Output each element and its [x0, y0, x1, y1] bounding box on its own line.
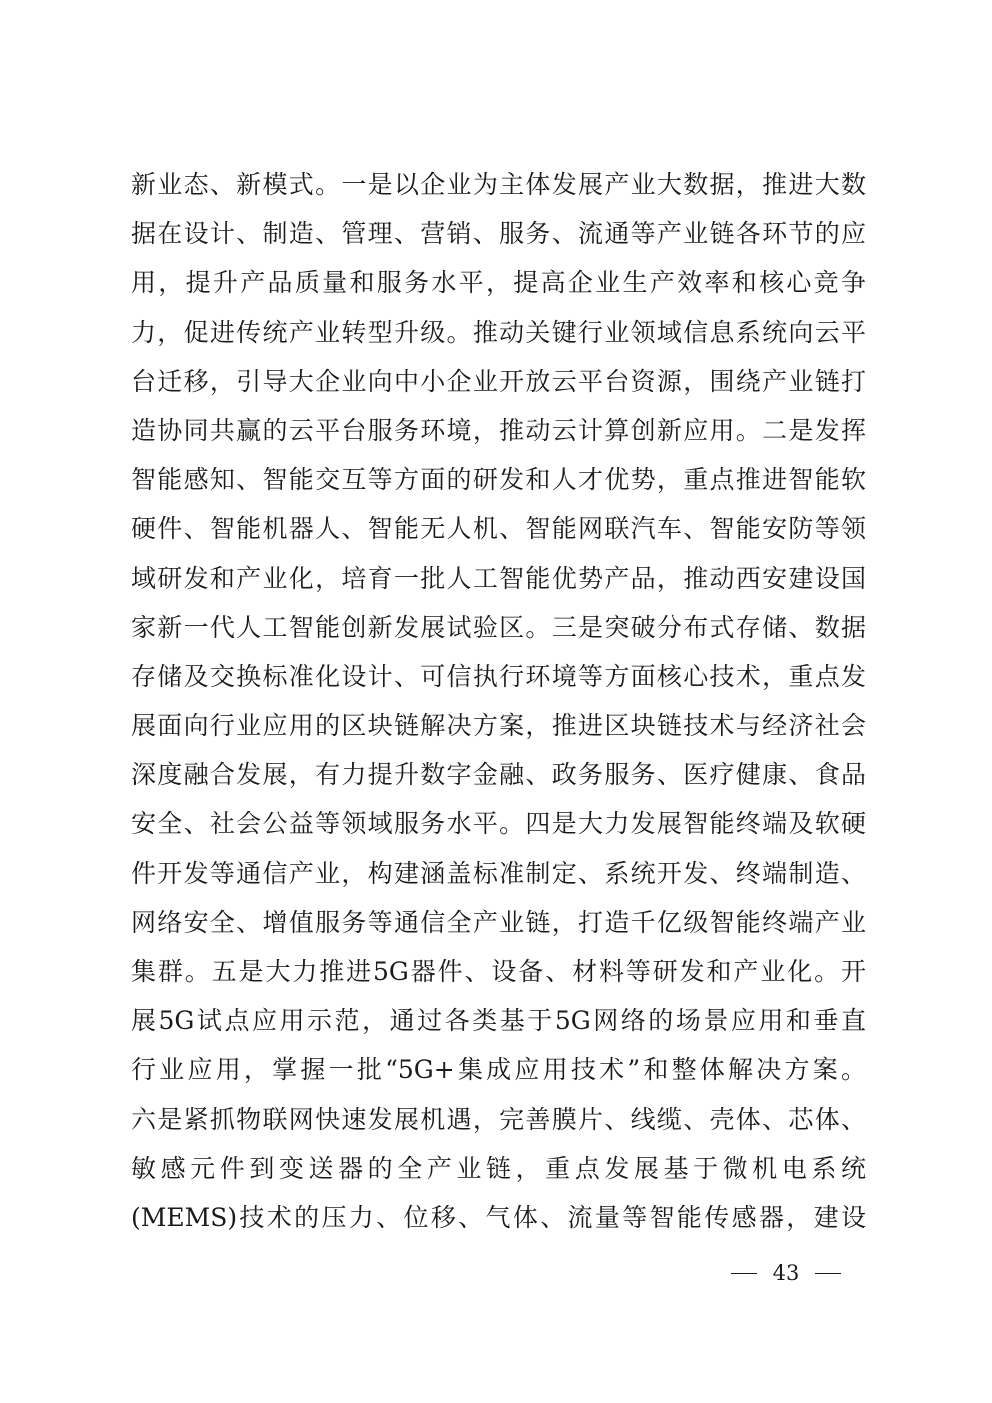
text-line: 展面向行业应用的区块链解决方案，推进区块链技术与经济社会 [131, 711, 866, 741]
body-text [131, 160, 866, 1242]
text-line: 用，提升产品质量和服务水平，提高企业生产效率和核心竞争 [131, 268, 866, 298]
text-line: 硬件、智能机器人、智能无人机、智能网联汽车、智能安防等领 [131, 514, 866, 544]
text-line: 深度融合发展，有力提升数字金融、政务服务、医疗健康、食品 [131, 760, 866, 790]
text-line: 安全、社会公益等领域服务水平。四是大力发展智能终端及软硬 [131, 809, 866, 839]
text-line: 敏感元件到变送器的全产业链，重点发展基于微机电系统 [131, 1153, 866, 1183]
text-line: 存储及交换标准化设计、可信执行环境等方面核心技术，重点发 [131, 661, 866, 691]
text-line: 集群。五是大力推进5G器件、设备、材料等研发和产业化。开 [131, 957, 866, 986]
text-line: 力，促进传统产业转型升级。推动关键行业领域信息系统向云平 [131, 317, 866, 347]
text-line: 智能感知、智能交互等方面的研发和人才优势，重点推进智能软 [131, 465, 866, 495]
text-line: 展5G试点应用示范，通过各类基于5G网络的场景应用和垂直 [131, 1006, 866, 1036]
text-line: 新业态、新模式。一是以企业为主体发展产业大数据，推进大数 [131, 170, 866, 199]
text-line: 网络安全、增值服务等通信全产业链，打造千亿级智能终端产业 [131, 907, 866, 937]
text-line: 台迁移，引导大企业向中小企业开放云平台资源，围绕产业链打 [131, 366, 866, 396]
text-line: 造协同共赢的云平台服务环境，推动云计算创新应用。二是发挥 [131, 415, 866, 445]
text-line: 域研发和产业化，培育一批人工智能优势产品，推动西安建设国 [131, 563, 866, 593]
text-line: (MEMS)技术的压力、位移、气体、流量等智能传感器，建设 [131, 1202, 866, 1232]
page-number-value: 43 [772, 1261, 800, 1285]
page-number [731, 1258, 841, 1288]
text-line: 六是紧抓物联网快速发展机遇，完善膜片、线缆、壳体、芯体、 [131, 1104, 866, 1134]
text-line: 件开发等通信产业，构建涵盖标准制定、系统开发、终端制造、 [131, 858, 866, 888]
text-line: 据在设计、制造、管理、营销、服务、流通等产业链各环节的应 [131, 219, 866, 249]
text-line: 家新一代人工智能创新发展试验区。三是突破分布式存储、数据 [131, 612, 866, 642]
page-number-dash-left [731, 1273, 757, 1274]
page-number-dash-right [815, 1273, 841, 1274]
text-line: 行业应用，掌握一批“5G+集成应用技术”和整体解决方案。 [131, 1055, 866, 1085]
